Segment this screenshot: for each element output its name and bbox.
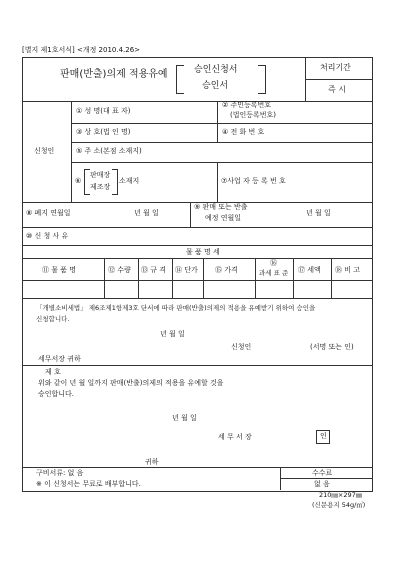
- paper-type: (신문용지 54g/㎡): [312, 501, 366, 509]
- closure-date-value: 년 월 일: [134, 209, 159, 217]
- title-bracket-left: [176, 65, 184, 94]
- title-bracket-right: [258, 65, 266, 94]
- planned-date-value: 년 월 일: [306, 209, 331, 217]
- paper-size: 210㎜×297㎜: [319, 491, 363, 499]
- form-header-note: [별지 제1호서식] <개정 2010.4.26>: [22, 46, 141, 54]
- location-option-store: 판매장: [90, 171, 111, 179]
- business-number-label: ⑦사업 자 등 록 번 호: [221, 177, 286, 185]
- location-label: 소재지: [119, 177, 140, 185]
- closure-date-label: ⑧ 폐지 연월일: [26, 209, 71, 217]
- fee-label: 수수료: [312, 469, 333, 477]
- approval-number: 제 호: [45, 368, 61, 376]
- approval-statement-2: 승인합니다.: [38, 390, 75, 398]
- form-title: 판매(반출)의제 적용유예: [60, 69, 168, 80]
- application-date: 년 월 일: [160, 330, 185, 338]
- tax-office-head: 세 무 서 장: [218, 433, 252, 441]
- phone-label: ④ 전 화 번 호: [222, 128, 265, 136]
- free-distribution-notice: ※ 이 신청서는 무료로 배부합니다.: [36, 480, 141, 488]
- applicant-signature-label: 신청인: [231, 343, 252, 351]
- applicant-section-label: 신청인: [34, 147, 55, 155]
- column-unit-price: ⑭ 단가: [175, 266, 198, 274]
- recipient-office: 세무서장 귀하: [38, 355, 81, 363]
- processing-period-label: 처리기간: [320, 63, 351, 72]
- column-note: ⑱ 비 고: [335, 266, 360, 274]
- company-name-label: ③ 상 호(법 인 명): [76, 128, 131, 136]
- location-option-factory: 제조장: [90, 183, 111, 191]
- location-number: ⑥: [75, 177, 82, 185]
- name-label: ① 성 명(대 표 자): [76, 107, 131, 115]
- title-option-application: 승인신청서: [194, 65, 238, 75]
- planned-date-label: ⑨ 판매 또는 반출: [194, 203, 248, 211]
- seal-box: [316, 430, 330, 444]
- approval-date: 년 월 일: [172, 414, 197, 422]
- column-tax: ⑰ 세액: [298, 266, 321, 274]
- corporate-number-label: (법인등록번호): [230, 111, 277, 119]
- column-price: ⑮ 가격: [215, 266, 238, 274]
- items-section-title: 물 품 명 세: [186, 248, 220, 256]
- application-statement: 「개별소비세법」 제6조제1항제3호 단서에 따라 판매(반출)의제의 적용을 유예받기 위하여 승인을: [36, 304, 316, 312]
- column-tax-base-number: ⑯: [270, 259, 277, 267]
- application-statement-2: 신청합니다.: [36, 315, 70, 323]
- title-option-approval: 승인서: [202, 81, 229, 91]
- registration-number-label: ② 주민등록번호: [222, 101, 272, 109]
- address-label: ⑤ 주 소(본점 소재지): [76, 147, 142, 155]
- processing-period-value: 즉 시: [328, 85, 346, 94]
- planned-date-label-2: 예정 연월일: [205, 214, 242, 222]
- required-documents: 구비서류: 없 음: [36, 469, 84, 477]
- column-spec: ⑬ 규 격: [141, 266, 166, 274]
- approval-statement: 위와 같이 년 월 일까지 판매(반출)의제의 적용을 유예할 것을: [38, 379, 224, 387]
- column-item-name: ⑪ 물 품 명: [42, 266, 76, 274]
- approval-recipient: 귀하: [145, 458, 159, 466]
- fee-value: 없 음: [314, 480, 330, 488]
- column-tax-base: 과세 표 준: [259, 269, 289, 277]
- column-quantity: ⑫ 수량: [108, 266, 131, 274]
- signature-placeholder: (서명 또는 인): [310, 343, 354, 351]
- seal-label: 인: [320, 432, 327, 440]
- reason-label: ⑩ 신 청 사 유: [26, 232, 69, 240]
